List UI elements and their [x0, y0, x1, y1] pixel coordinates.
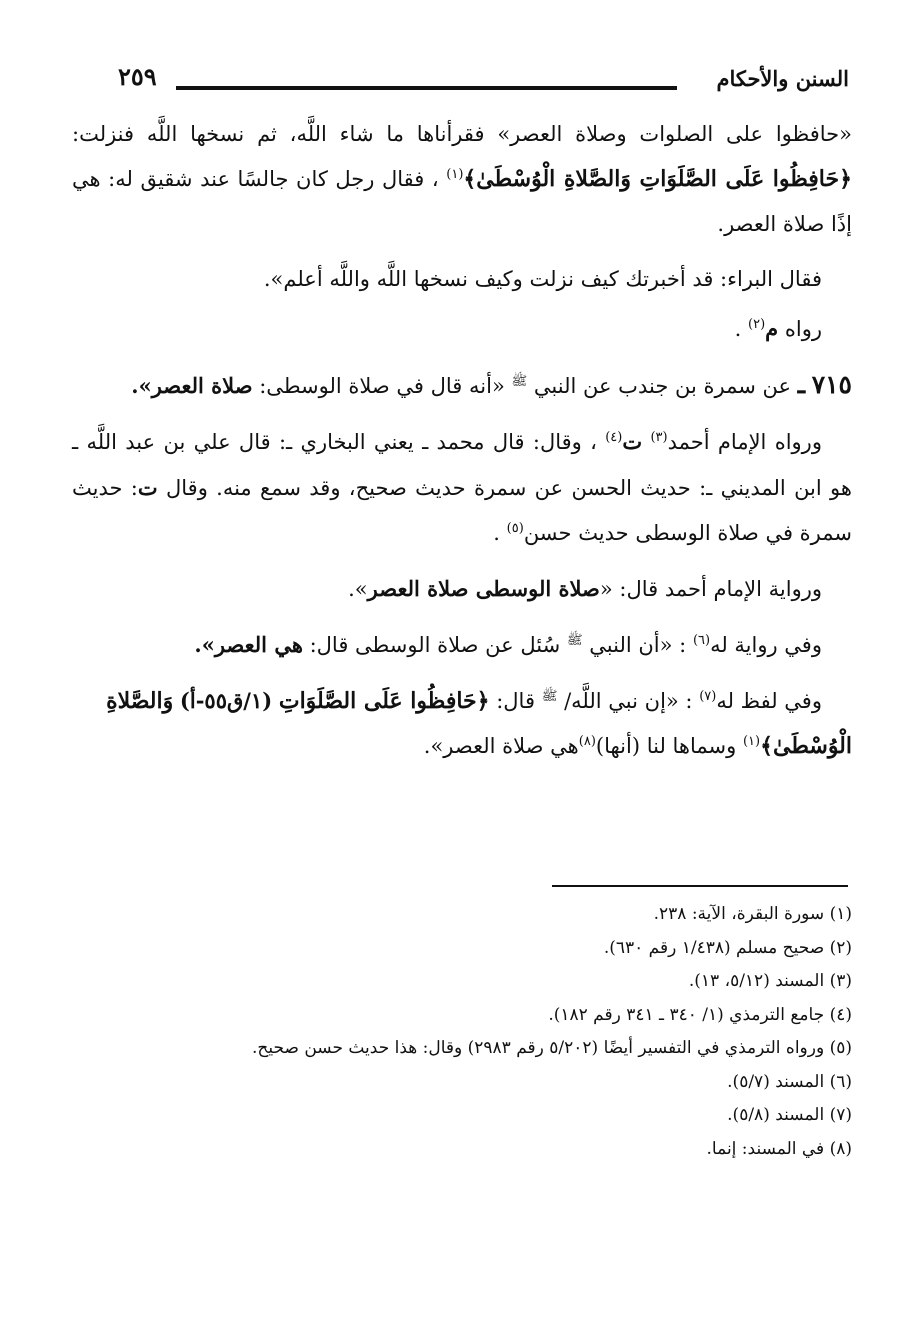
- footnote-separator: [552, 885, 848, 887]
- footnote-3: (٣) المسند (٥/١٢، ١٣).: [688, 971, 852, 991]
- footnote-ref: (١): [446, 167, 464, 182]
- salla-symbol: ﷺ: [566, 633, 583, 648]
- footnote-5: (٥) ورواه الترمذي في التفسير أيضًا (٥/٢٠٢ رقم ٢٩٨٣) وقال: هذا حديث حسن صحيح.: [252, 1038, 852, 1058]
- footnote-8: (٨) في المسند: إنما.: [706, 1138, 852, 1159]
- footnote-ref: (٧): [699, 689, 717, 704]
- footnotes: [120, 898, 852, 1166]
- footnote-ref: (٥): [506, 521, 524, 536]
- source-code: ت: [137, 475, 158, 500]
- footnote-1: (١) سورة البقرة، الآية: ٢٣٨.: [653, 904, 852, 924]
- paragraph-3: رواه م$^{(٢)}$ .: [734, 316, 822, 341]
- hadith-number: ٧١٥: [811, 370, 852, 399]
- paragraph-5: ورواه الإمام أحمد$^{(٣)}$ ت$^{(٤)}$ ، وقال: قال محمد ـ يعني البخاري ـ: قال علي بن عبد اللَّه ـ هو ابن المديني ـ: حديث الحسن عن سمرة حديث صحيح، وقد سمع منه. وقال ت: حديث سمرة في صلاة الوسطى حديث حسن$^{(٥)}$ .: [72, 429, 852, 545]
- footnote-2: (٢) صحيح مسلم (١/٤٣٨ رقم ٦٣٠).: [603, 937, 852, 958]
- salla-symbol: ﷺ: [511, 374, 528, 389]
- running-title: السنن والأحكام: [716, 66, 849, 91]
- hadith-715: ٧١٥ ـ عن سمرة بن جندب عن النبي $^ﷺ$ «أنه قال في صلاة الوسطى: صلاة العصر».: [131, 370, 852, 399]
- header-rule: [176, 86, 677, 90]
- paragraph-2: فقال البراء: قد أخبرتك كيف نزلت وكيف نسخها اللَّه واللَّه أعلم».: [263, 267, 822, 291]
- footnote-ref: (١): [742, 734, 761, 749]
- footnote-ref: (٨): [578, 734, 596, 749]
- source-code: م: [765, 316, 779, 341]
- paragraph-7: وفي رواية له$^{(٦)}$ : «أن النبي $^ﷺ$ سُئل عن صلاة الوسطى قال: هي العصر».: [194, 632, 822, 657]
- page-number: ٢٥٩: [118, 62, 157, 91]
- source-code: ت: [622, 429, 643, 454]
- footnote-ref: (٤): [605, 430, 623, 445]
- paragraph-1: «حافظوا على الصلوات وصلاة العصر» فقرأناها ما شاء اللَّه، ثم نسخها اللَّه فنزلت: ﴿حَافِظُوا عَلَى الصَّلَوَاتِ وَالصَّلاةِ الْوُسْطَىٰ﴾$^{(١)}$ ، فقال رجل كان جالسًا عند شقيق له: هي إذًا صلاة العصر.: [72, 122, 853, 236]
- main-text: [72, 112, 852, 779]
- footnote-ref: (٢): [748, 317, 766, 332]
- footnote-4: (٤) جامع الترمذي (١/ ٣٤٠ ـ ٣٤١ رقم ١٨٢).: [548, 1004, 852, 1025]
- footnote-ref: (٣): [650, 430, 668, 445]
- quran-verse: وَالصَّلاةِ الْوُسْطَىٰ﴾: [106, 688, 852, 759]
- paragraph-6: ورواية الإمام أحمد قال: «صلاة الوسطى صلاة العصر».: [348, 576, 822, 601]
- manuscript-ref: (١/ق٥٥-أ): [179, 688, 273, 713]
- salla-symbol: ﷺ: [541, 689, 558, 704]
- page-header: [118, 62, 849, 102]
- footnote-6: (٦) المسند (٥/٧).: [727, 1071, 852, 1092]
- footnote-7: (٧) المسند (٥/٨).: [727, 1105, 852, 1125]
- quran-verse: ﴿حَافِظُوا عَلَى الصَّلَوَاتِ وَالصَّلاةِ الْوُسْطَىٰ﴾: [463, 166, 853, 192]
- footnote-ref: (٦): [692, 633, 711, 648]
- quran-verse: ﴿حَافِظُوا عَلَى الصَّلَوَاتِ: [278, 688, 490, 714]
- paragraph-8: وفي لفظ له$^{(٧)}$ : «إن نبي اللَّه/ $^ﷺ$ قال: ﴿حَافِظُوا عَلَى الصَّلَوَاتِ (١/ق٥٥-أ) وَالصَّلاةِ الْوُسْطَىٰ﴾$^{(١)}$ وسماها لنا (أنها)$^{(٨)}$هي صلاة العصر».: [106, 688, 852, 759]
